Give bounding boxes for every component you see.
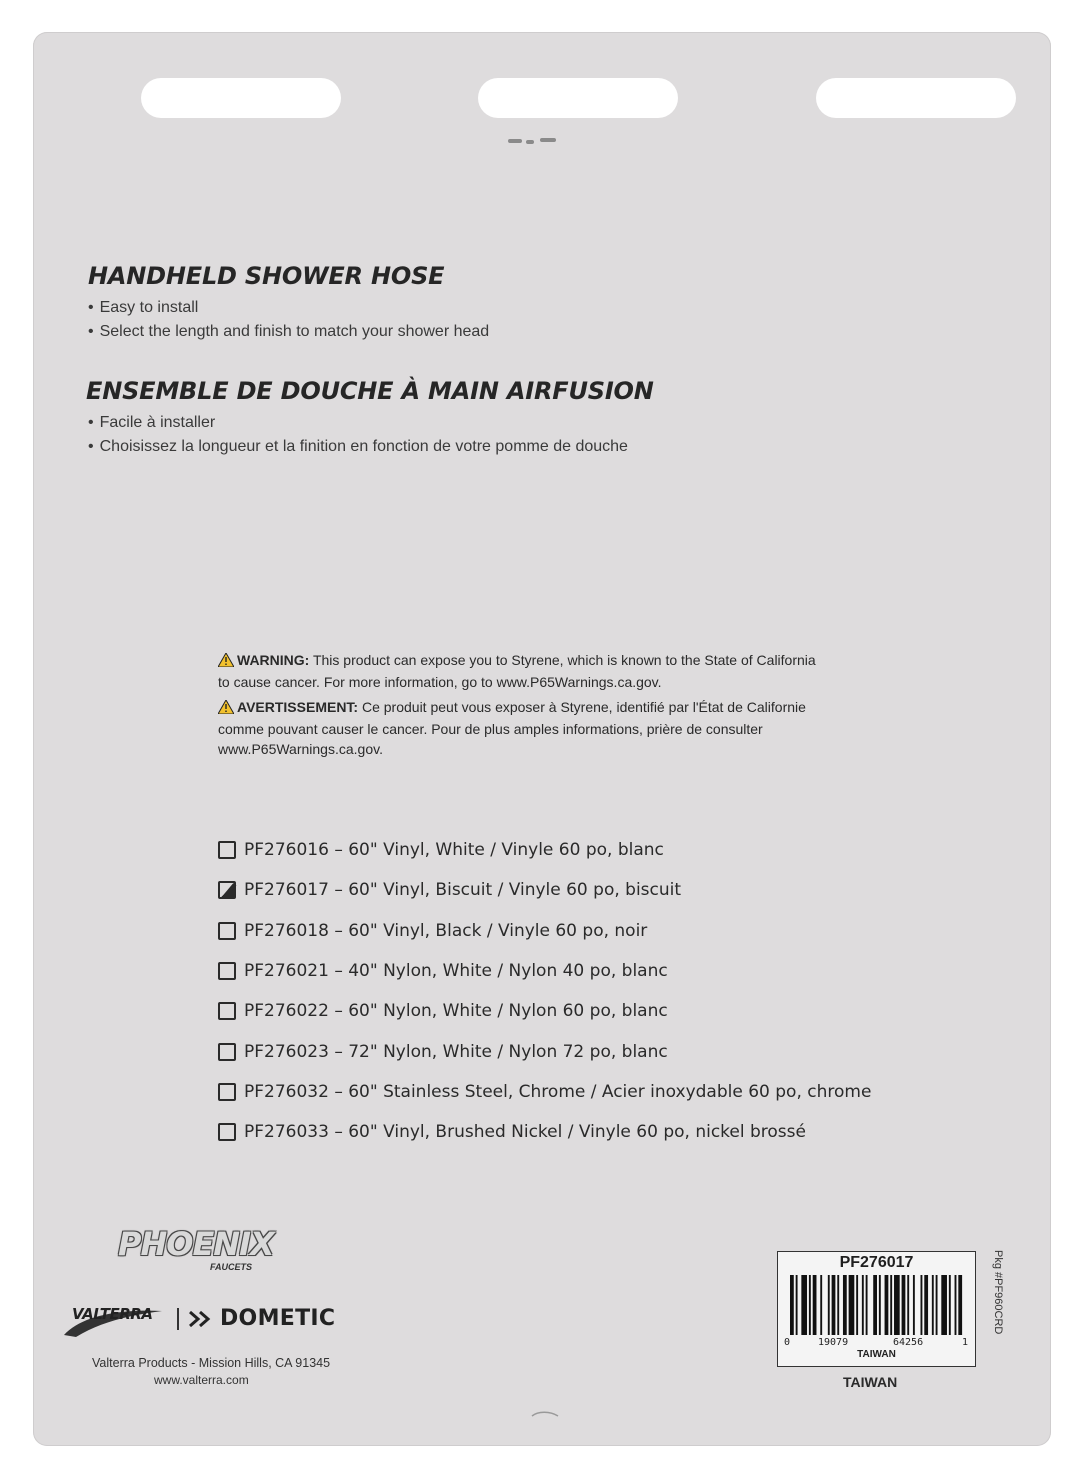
warning-fr-line2: comme pouvant causer le cancer. Pour de plus amples informations, prière de consulter	[218, 721, 763, 737]
barcode-icon	[790, 1275, 964, 1335]
variant-option	[218, 951, 871, 991]
bullet-en-1: • Easy to install	[88, 296, 489, 320]
checkbox-icon	[218, 922, 236, 940]
variant-label: PF276017 – 60" Vinyl, Biscuit / Vinyle 60 po, biscuit	[244, 880, 682, 901]
hang-slot-center	[478, 78, 678, 118]
checkbox-icon	[218, 841, 236, 859]
checkbox-icon	[218, 1002, 236, 1020]
bullets-en	[88, 296, 489, 344]
variant-option	[218, 1112, 871, 1152]
phoenix-logo-sub: FAUCETS	[210, 1262, 253, 1272]
variant-label: PF276032 – 60" Stainless Steel, Chrome / Acier inoxydable 60 po, chrome	[244, 1081, 872, 1102]
dometic-logo: DOMETIC	[220, 1306, 336, 1331]
company-address: Valterra Products - Mission Hills, CA 91345	[92, 1356, 331, 1370]
bullet-en-2: • Select the length and finish to match your shower head	[88, 320, 489, 344]
variant-option	[218, 991, 871, 1031]
checkbox-icon	[218, 1083, 236, 1101]
barcode-label	[777, 1251, 976, 1367]
variant-option	[218, 911, 871, 951]
variant-label: PF276023 – 72" Nylon, White / Nylon 72 po, blanc	[244, 1041, 668, 1062]
warning-fr-label: AVERTISSEMENT:	[237, 699, 359, 715]
hang-slot-right	[816, 78, 1016, 118]
bullets-fr	[88, 411, 628, 459]
warning-fr-line3: www.P65Warnings.ca.gov.	[218, 741, 383, 757]
variant-label: PF276033 – 60" Vinyl, Brushed Nickel / Vinyle 60 po, nickel brossé	[244, 1122, 806, 1143]
variant-checklist	[218, 830, 871, 1152]
barcode-num-left: 0	[784, 1337, 791, 1348]
bullet-fr-2: • Choisissez la longueur et la finition en fonction de votre pomme de douche	[88, 435, 628, 459]
dometic-chevron-icon	[188, 1310, 216, 1328]
print-smudge	[508, 136, 558, 148]
barcode-country: TAIWAN	[857, 1349, 896, 1360]
warning-fr	[218, 697, 806, 759]
barcode-num-mid1: 19079	[818, 1337, 849, 1348]
phoenix-logo: PHOENIX	[118, 1225, 274, 1263]
variant-option	[218, 870, 871, 910]
title-en: HANDHELD SHOWER HOSE	[88, 262, 445, 290]
barcode-num-right: 1	[962, 1337, 969, 1348]
warning-en-line2: to cause cancer. For more information, go to www.P65Warnings.ca.gov.	[218, 674, 662, 690]
warning-fr-line1: Ce produit peut vous exposer à Styrene, identifié par l'État de Californie	[358, 699, 806, 715]
warning-triangle-icon	[218, 699, 234, 719]
checkbox-icon	[218, 1123, 236, 1141]
print-mark	[530, 1410, 560, 1418]
variant-option	[218, 1031, 871, 1071]
variant-label: PF276016 – 60" Vinyl, White / Vinyle 60 po, blanc	[244, 840, 664, 861]
valterra-logo: VALTERRA	[72, 1305, 153, 1323]
warning-en-line1: This product can expose you to Styrene, which is known to the State of California	[309, 652, 816, 668]
package-number: Pkg #PF960CRD	[992, 1250, 1004, 1335]
logo-divider	[177, 1308, 179, 1330]
title-fr: ENSEMBLE DE DOUCHE À MAIN AIRFUSION	[86, 377, 654, 405]
barcode-product-code: PF276017	[839, 1254, 914, 1271]
variant-label: PF276018 – 60" Vinyl, Black / Vinyle 60 po, noir	[244, 920, 648, 941]
hang-slot-left	[141, 78, 341, 118]
checkbox-checked-icon	[218, 881, 236, 899]
warning-en-label: WARNING:	[237, 652, 310, 668]
company-website: www.valterra.com	[154, 1373, 249, 1387]
warning-triangle-icon	[218, 652, 234, 672]
checkbox-icon	[218, 1043, 236, 1061]
checkbox-icon	[218, 962, 236, 980]
variant-label: PF276022 – 60" Nylon, White / Nylon 60 po, blanc	[244, 1001, 668, 1022]
variant-option	[218, 830, 871, 870]
variant-label: PF276021 – 40" Nylon, White / Nylon 40 po, blanc	[244, 961, 668, 982]
barcode-num-mid2: 64256	[893, 1337, 924, 1348]
variant-option	[218, 1072, 871, 1112]
bullet-fr-1: • Facile à installer	[88, 411, 628, 435]
warning-en	[218, 650, 816, 692]
country-of-origin: TAIWAN	[843, 1374, 898, 1390]
